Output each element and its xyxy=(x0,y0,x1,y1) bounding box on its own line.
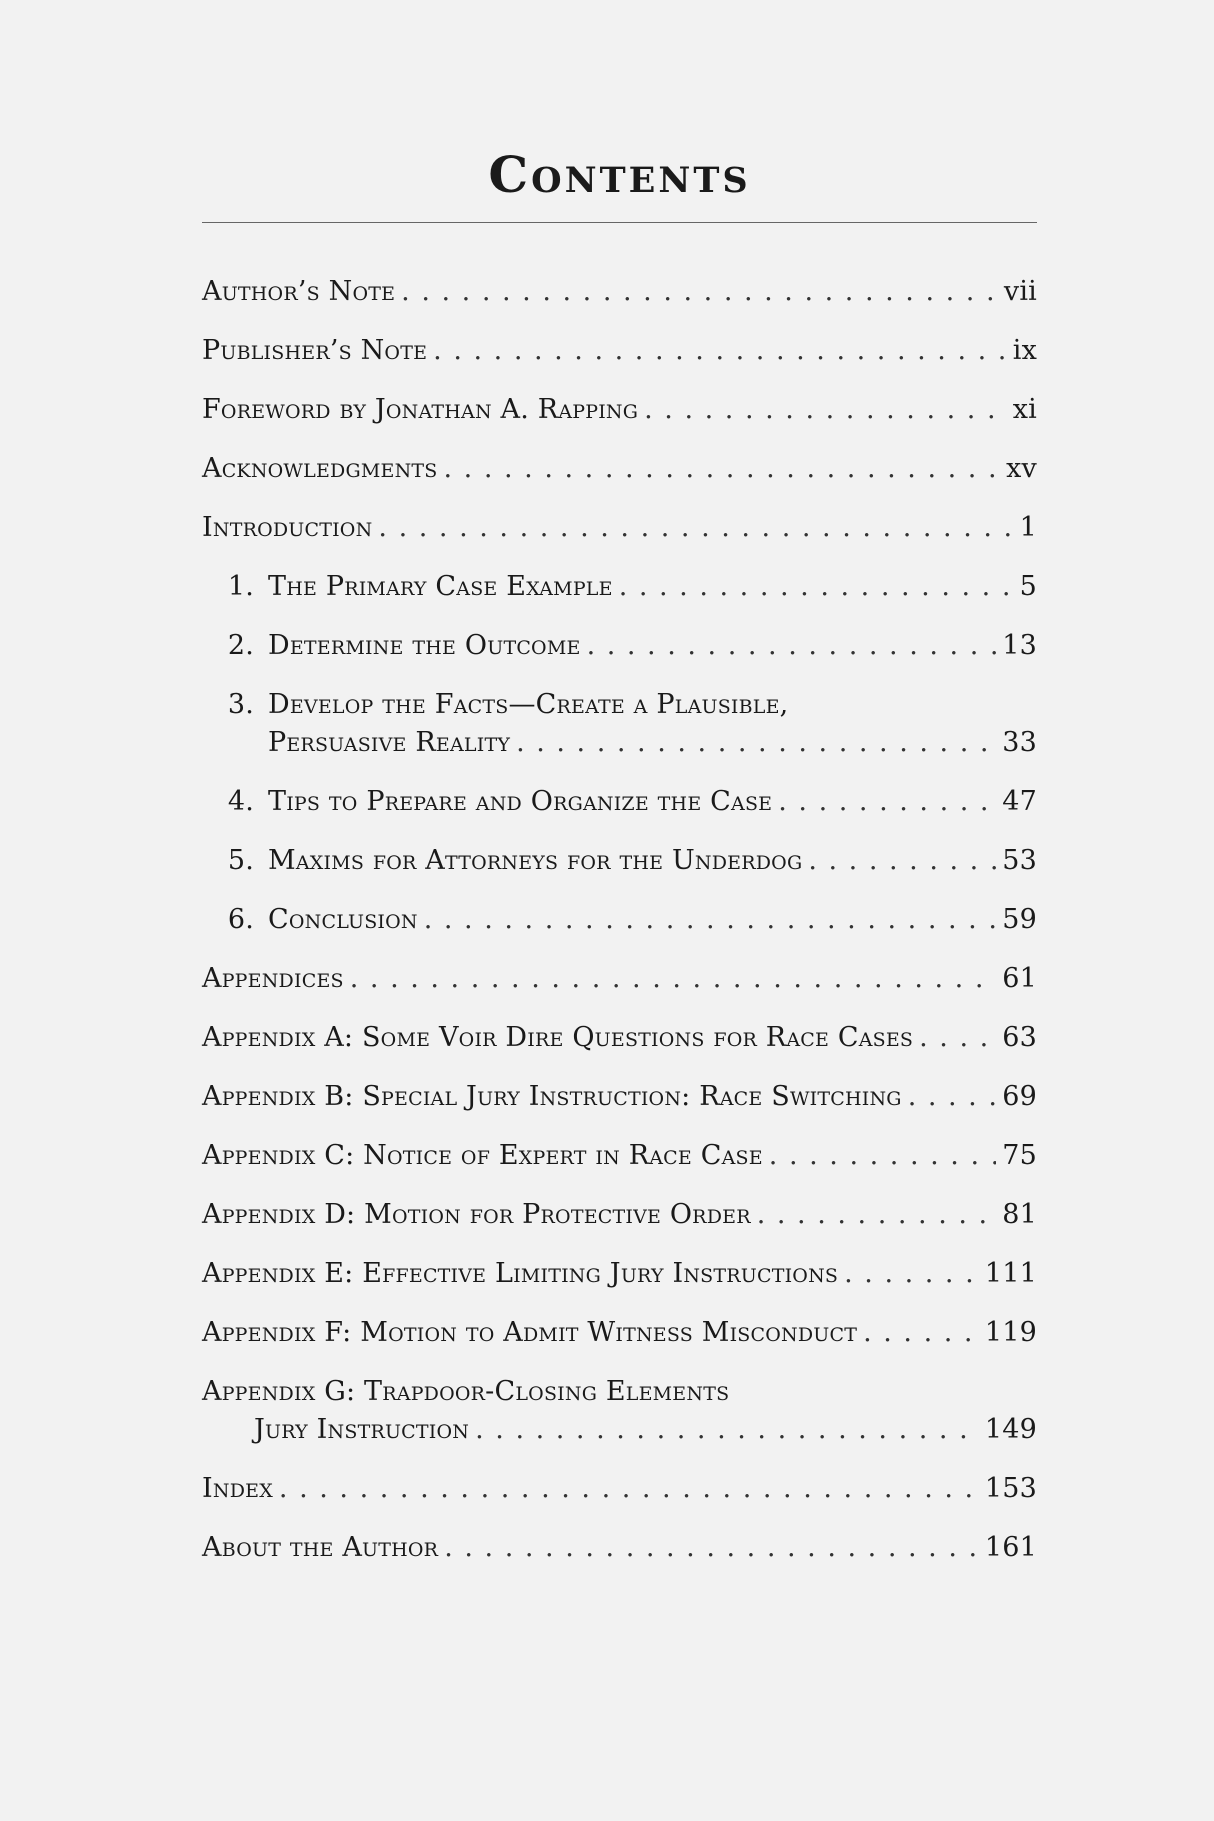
dot-leader xyxy=(844,1255,979,1293)
dot-leader xyxy=(863,1314,979,1352)
toc-entry-about-the-author[interactable] xyxy=(202,1529,1037,1567)
contents-page xyxy=(202,145,1037,1588)
toc-entry-chapter-6[interactable] xyxy=(202,901,1037,939)
toc-entry-acknowledgments[interactable] xyxy=(202,450,1037,488)
toc-entry-label-continued: Persuasive Reality xyxy=(268,727,511,758)
toc-entry-label: Determine the Outcome xyxy=(268,630,581,661)
toc-entry-label: Develop the Facts—Create a Plausible, xyxy=(268,689,789,720)
toc-entry-appendix-c[interactable] xyxy=(202,1137,1037,1175)
chapter-number: 3. xyxy=(227,689,254,720)
toc-entry-page: 5 xyxy=(1019,571,1037,602)
toc-entry-page: 47 xyxy=(1002,786,1037,817)
dot-leader xyxy=(378,509,1013,547)
toc-entry-label: Maxims for Attorneys for the Underdog xyxy=(268,845,803,876)
toc-entry-page: 69 xyxy=(1002,1081,1037,1112)
toc-entry-label: Acknowledgments xyxy=(202,453,438,484)
toc-entry-authors-note[interactable] xyxy=(202,273,1037,311)
toc-entry-page: vii xyxy=(1003,276,1037,307)
toc-entry-label: Introduction xyxy=(202,512,373,543)
toc-entry-page: 1 xyxy=(1019,512,1037,543)
chapter-number: 1. xyxy=(227,571,254,602)
toc-entry-label: Appendices xyxy=(202,963,344,994)
dot-leader xyxy=(516,724,996,762)
toc-entry-label: Appendix D: Motion for Protective Order xyxy=(202,1199,751,1230)
toc-entry-label: The Primary Case Example xyxy=(268,571,613,602)
dot-leader xyxy=(350,960,997,998)
toc-entry-introduction[interactable] xyxy=(202,509,1037,547)
toc-entry-label: Appendix B: Special Jury Instruction: Race Switching xyxy=(202,1081,902,1112)
dot-leader xyxy=(444,450,1001,488)
toc-entry-label: Index xyxy=(202,1473,273,1504)
table-of-contents xyxy=(202,273,1037,1567)
toc-entry-appendix-e[interactable] xyxy=(202,1255,1037,1293)
toc-entry-page: 149 xyxy=(984,1414,1037,1445)
toc-entry-page: 61 xyxy=(1002,963,1037,994)
toc-entry-page: 33 xyxy=(1002,727,1037,758)
toc-entry-foreword[interactable] xyxy=(202,391,1037,429)
toc-entry-label: Appendix E: Effective Limiting Jury Instructions xyxy=(202,1258,839,1289)
toc-entry-label: About the Author xyxy=(202,1532,439,1563)
toc-entry-appendix-d[interactable] xyxy=(202,1196,1037,1234)
dot-leader xyxy=(919,1019,996,1057)
toc-entry-label: Publisher’s Note xyxy=(202,335,428,366)
toc-entry-label: Appendix C: Notice of Expert in Race Case xyxy=(202,1140,763,1171)
dot-leader xyxy=(444,1529,979,1567)
toc-entry-page: 13 xyxy=(1002,630,1037,661)
toc-entry-label: Tips to Prepare and Organize the Case xyxy=(268,786,773,817)
dot-leader xyxy=(433,332,1007,370)
toc-entry-label: Appendix A: Some Voir Dire Questions for Race Cases xyxy=(202,1022,914,1053)
toc-entry-label-continued: Jury Instruction xyxy=(254,1414,470,1445)
dot-leader xyxy=(644,391,1007,429)
toc-entry-appendix-a[interactable] xyxy=(202,1019,1037,1057)
toc-entry-page: 53 xyxy=(1002,845,1037,876)
dot-leader xyxy=(757,1196,997,1234)
toc-entry-page: ix xyxy=(1012,335,1037,366)
toc-entry-page: 153 xyxy=(984,1473,1037,1504)
dot-leader xyxy=(808,842,996,880)
toc-entry-appendices[interactable] xyxy=(202,960,1037,998)
toc-entry-label: Conclusion xyxy=(268,904,418,935)
toc-entry-page: 63 xyxy=(1002,1022,1037,1053)
toc-entry-label: Author’s Note xyxy=(202,276,396,307)
dot-leader xyxy=(279,1470,979,1508)
chapter-number: 6. xyxy=(227,904,254,935)
toc-entry-appendix-g[interactable] xyxy=(202,1373,1037,1449)
toc-entry-page: 161 xyxy=(984,1532,1037,1563)
toc-entry-appendix-b[interactable] xyxy=(202,1078,1037,1116)
toc-entry-appendix-f[interactable] xyxy=(202,1314,1037,1352)
toc-entry-label: Foreword by Jonathan A. Rapping xyxy=(202,394,639,425)
dot-leader xyxy=(778,783,996,821)
toc-entry-page: 119 xyxy=(984,1317,1037,1348)
toc-entry-page: 59 xyxy=(1002,904,1037,935)
toc-entry-label: Appendix G: Trapdoor-Closing Elements xyxy=(202,1376,730,1407)
toc-entry-page: 75 xyxy=(1002,1140,1037,1171)
dot-leader xyxy=(587,627,997,665)
chapter-number: 5. xyxy=(227,845,254,876)
dot-leader xyxy=(619,568,1014,606)
toc-entry-page: 111 xyxy=(984,1258,1037,1289)
toc-entry-index[interactable] xyxy=(202,1470,1037,1508)
dot-leader xyxy=(769,1137,996,1175)
dot-leader xyxy=(401,273,998,311)
toc-entry-publishers-note[interactable] xyxy=(202,332,1037,370)
toc-entry-chapter-4[interactable] xyxy=(202,783,1037,821)
toc-entry-chapter-3[interactable] xyxy=(202,686,1037,762)
dot-leader xyxy=(424,901,997,939)
dot-leader xyxy=(908,1078,997,1116)
toc-entry-page: xi xyxy=(1012,394,1037,425)
toc-entry-page: 81 xyxy=(1002,1199,1037,1230)
page-title: Contents xyxy=(202,150,1037,223)
toc-entry-chapter-1[interactable] xyxy=(202,568,1037,606)
dot-leader xyxy=(475,1411,979,1449)
toc-entry-chapter-5[interactable] xyxy=(202,842,1037,880)
chapter-number: 2. xyxy=(227,630,254,661)
toc-entry-chapter-2[interactable] xyxy=(202,627,1037,665)
chapter-number: 4. xyxy=(227,786,254,817)
toc-entry-page: xv xyxy=(1006,453,1037,484)
toc-entry-label: Appendix F: Motion to Admit Witness Misconduct xyxy=(202,1317,858,1348)
